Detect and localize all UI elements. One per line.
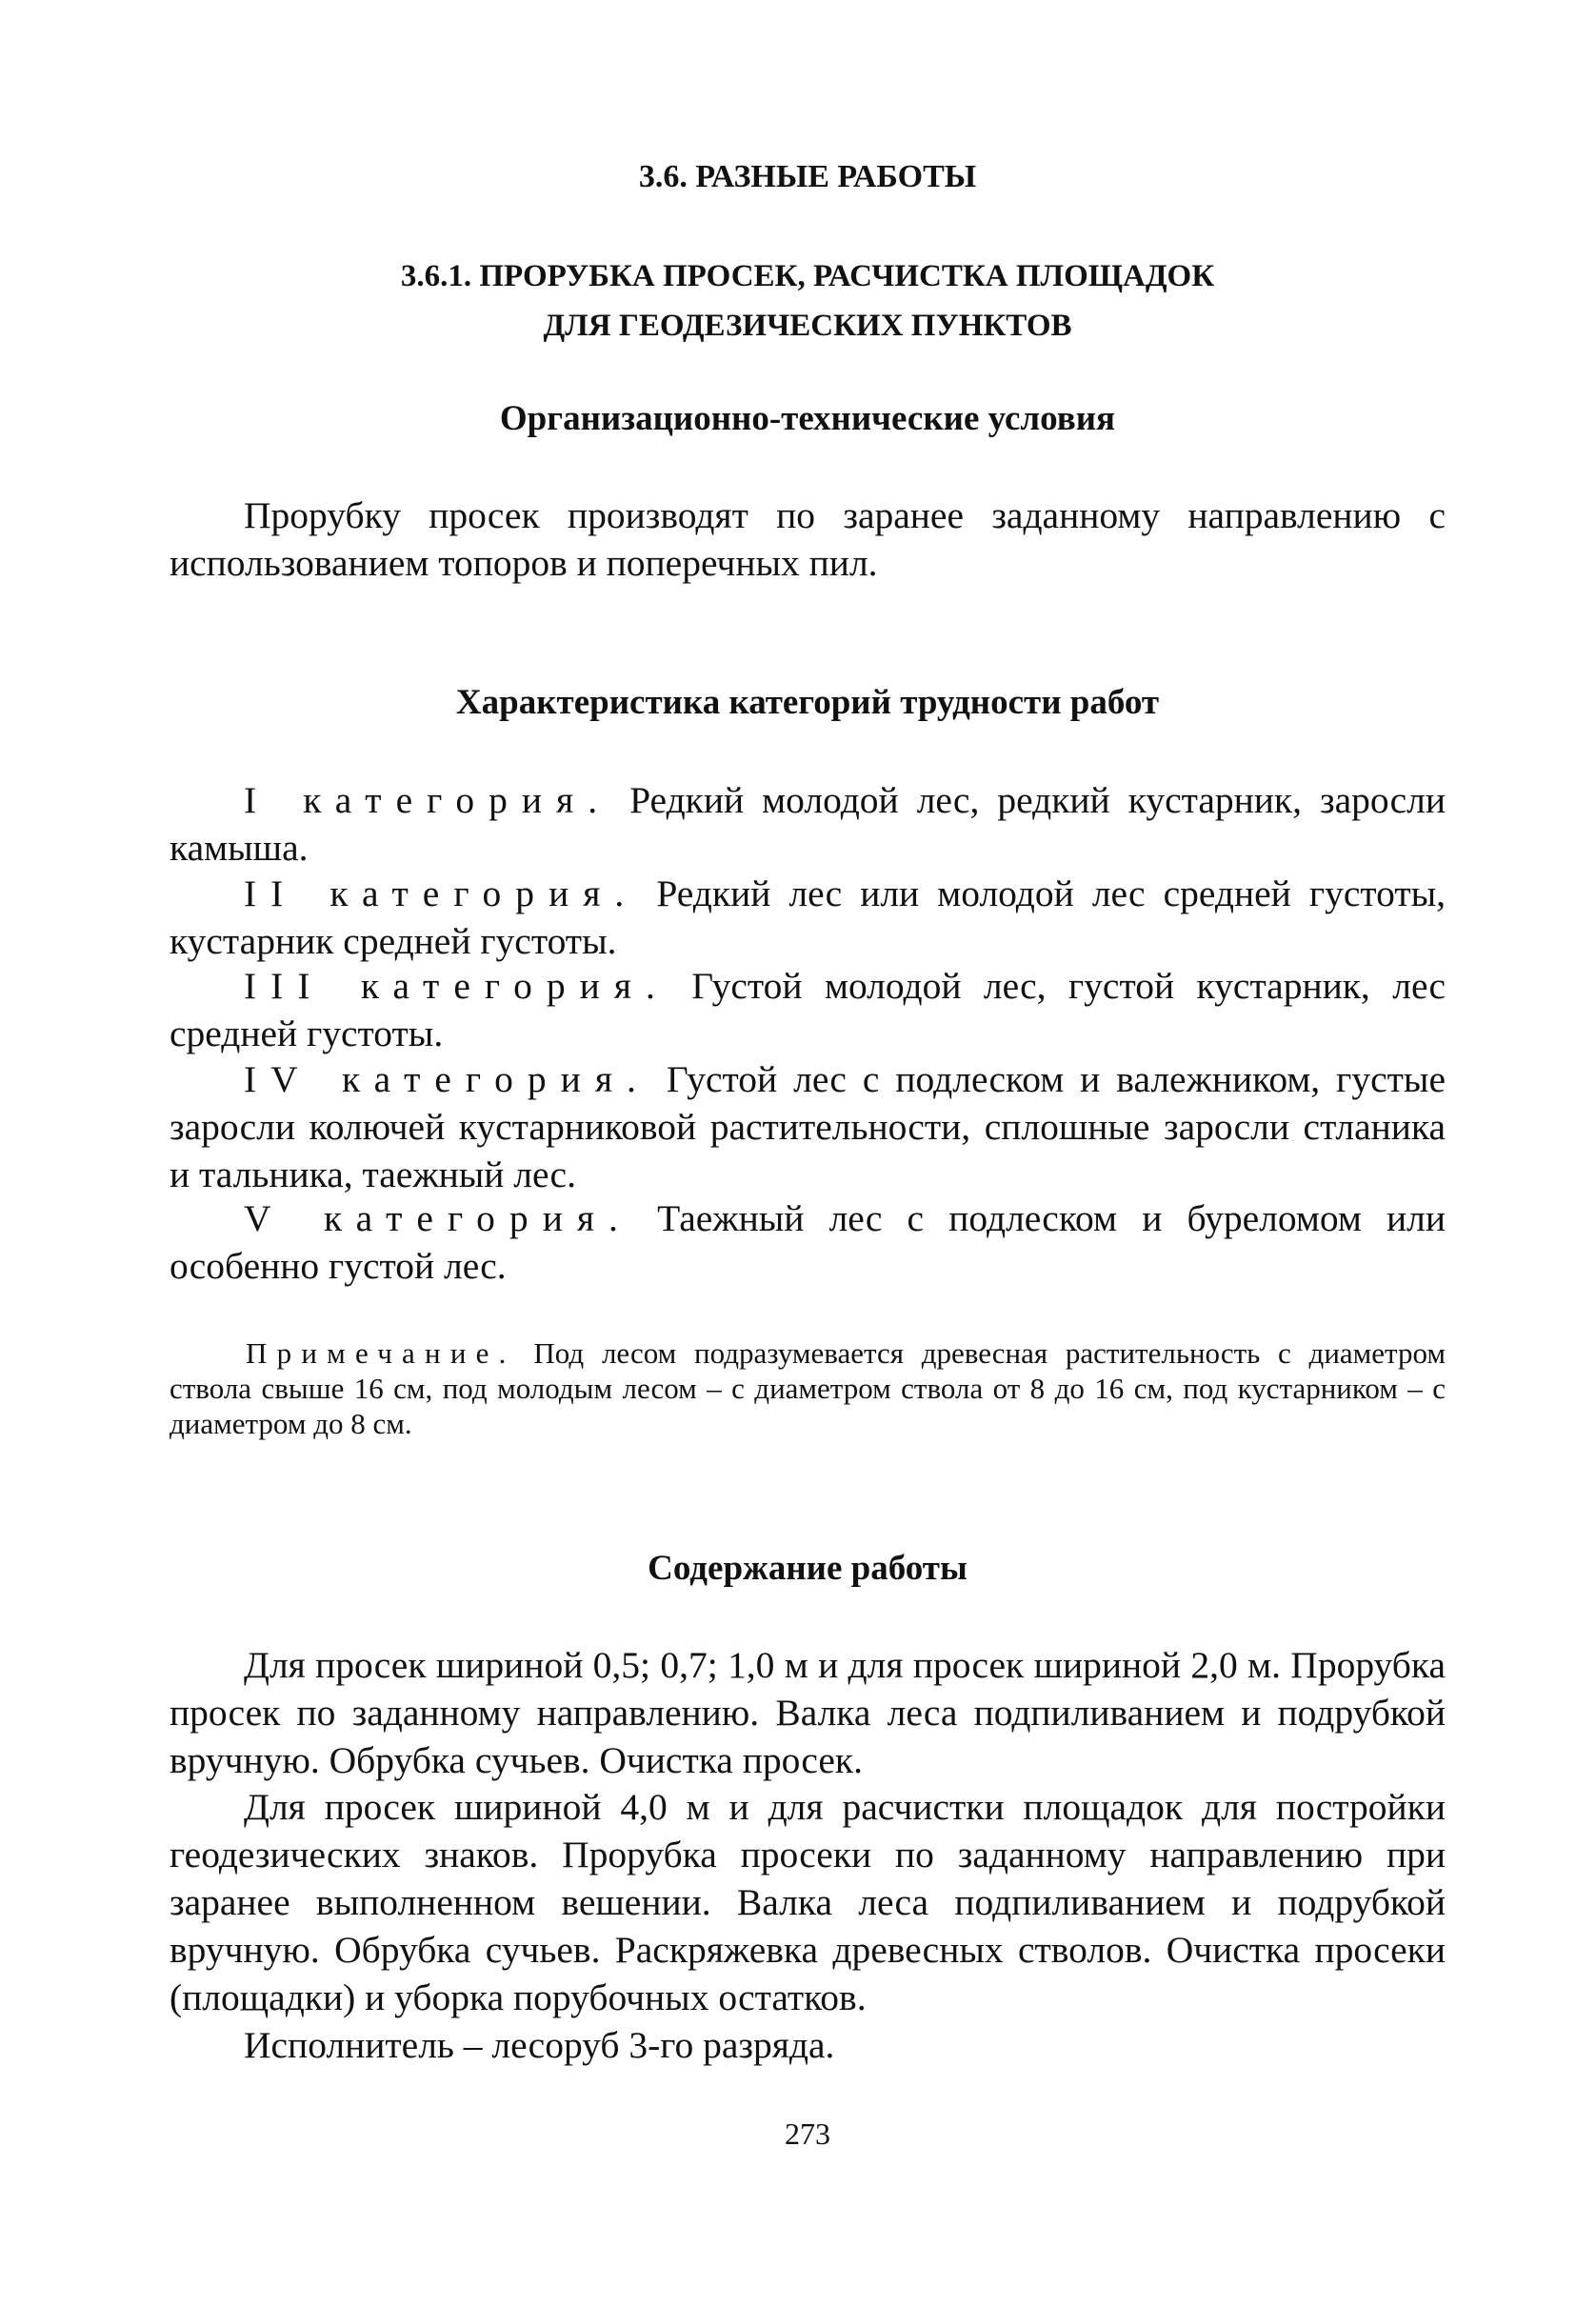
page-number: 273 <box>785 2116 830 2151</box>
category-item <box>170 962 1446 1057</box>
category-item <box>170 870 1446 965</box>
category-label: IV категория. <box>244 1058 650 1100</box>
note-label: Примечание. <box>246 1336 516 1370</box>
section-title: 3.6. РАЗНЫЕ РАБОТЫ <box>638 159 977 194</box>
work-content-paragraph: Исполнитель – лесоруб 3-го разряда. <box>244 2024 835 2066</box>
org-conditions-heading: Организационно-технические условия <box>499 399 1116 438</box>
subsection-title-line1: 3.6.1. ПРОРУБКА ПРОСЕК, РАСЧИСТКА ПЛОЩАДОК <box>400 259 1215 293</box>
category-item <box>170 1055 1446 1198</box>
category-item <box>170 1194 1446 1290</box>
category-label: II категория. <box>244 873 639 914</box>
category-text: Густой лес с подлеском и валежником, густые заросли колючей кустарниковой растительности, сплошные заросли стланика и тальника, таежный лес. <box>170 1058 1446 1195</box>
work-content-heading: Содержание работы <box>648 1549 968 1588</box>
category-text: Редкий лес или молодой лес средней густоты, кустарник средней густоты. <box>170 873 1446 962</box>
category-text: Густой молодой лес, густой кустарник, лес средней густоты. <box>170 965 1446 1054</box>
note-text: Под лесом подразумевается древесная растительность с диаметром ствола свыше 16 см, под молодым лесом – с диаметром ствола от 8 до 16 см, под кустарником – с диаметром до 8 см. <box>170 1336 1446 1440</box>
category-text: Редкий молодой лес, редкий кустарник, заросли камыша. <box>170 779 1446 869</box>
category-text: Таежный лес с подлеском и буреломом или особенно густой лес. <box>170 1197 1446 1287</box>
category-label: V категория. <box>244 1197 632 1239</box>
work-content-paragraph: Для просек шириной 0,5; 0,7; 1,0 м и для просек шириной 2,0 м. Прорубка просек по заданному направлению. Валка леса подпиливанием и подрубкой вручную. Обрубка сучьев. Очистка просек. <box>170 1644 1446 1781</box>
subsection-title-line2: ДЛЯ ГЕОДЕЗИЧЕСКИХ ПУНКТОВ <box>543 309 1072 343</box>
category-item <box>170 776 1446 872</box>
note <box>170 1335 1446 1441</box>
work-content-paragraph: Для просек шириной 4,0 м и для расчистки площадок для постройки геодезических знаков. Прорубка просеки по заданному направлению при заранее выполненном вешении. Валка леса подпиливанием и подрубкой вручную. Обрубка сучьев. Раскряжевка древесных стволов. Очистка просеки (площадки) и уборка порубочных остатков. <box>170 1786 1446 2018</box>
category-label: I категория. <box>244 779 612 821</box>
categories-heading: Характеристика категорий трудности работ <box>455 683 1160 722</box>
category-label: III категория. <box>244 965 669 1007</box>
org-conditions-text: Прорубку просек производят по заранее заданному направлению с использованием топоров и поперечных пил. <box>170 494 1446 584</box>
document-page <box>170 0 1446 2307</box>
